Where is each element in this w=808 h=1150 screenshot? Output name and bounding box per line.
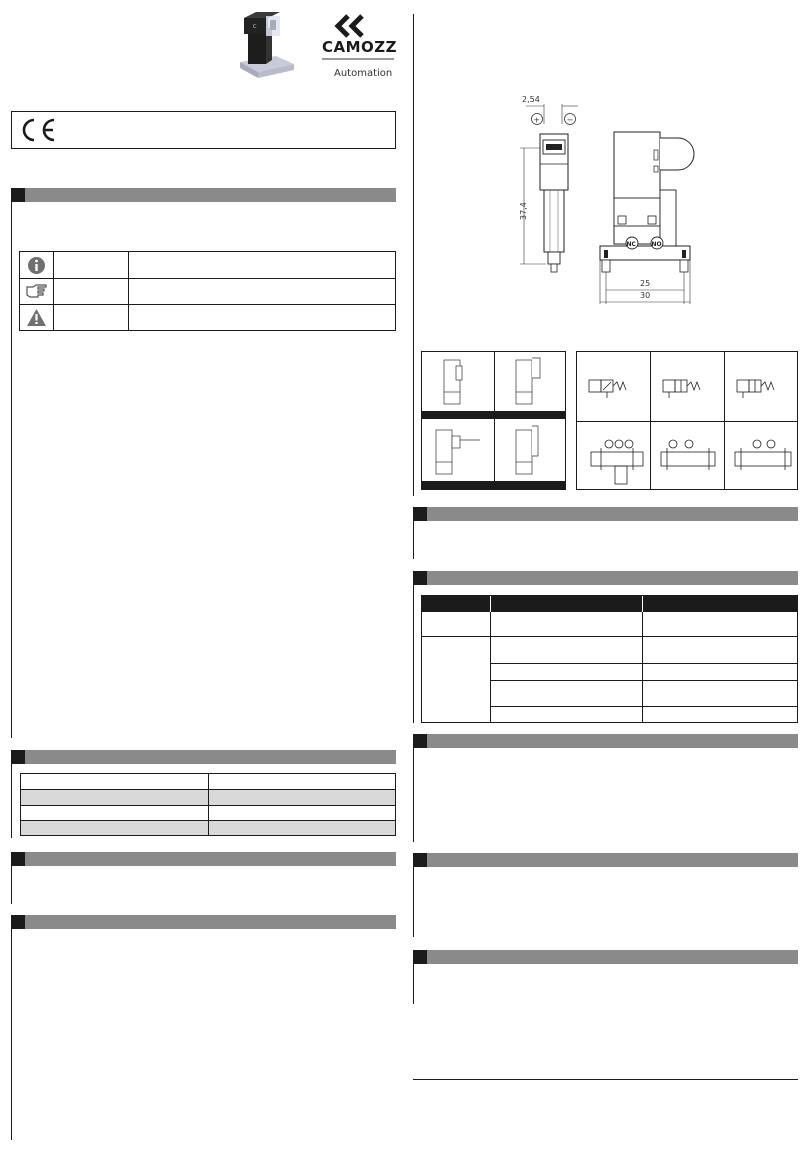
camozzi-logo xyxy=(318,12,398,84)
section-bar-r1 xyxy=(413,507,798,521)
table-header-row xyxy=(422,596,797,612)
brand-tagline: Automation xyxy=(334,68,393,79)
valve-symbols-panel xyxy=(576,351,798,490)
info-icon xyxy=(27,256,46,275)
warning-icon xyxy=(26,308,47,327)
right-column-rule-3 xyxy=(413,734,414,842)
width-inner-label: 25 xyxy=(640,279,651,288)
left-column-rule-4 xyxy=(11,915,12,1140)
ce-mark xyxy=(20,118,60,142)
spec-table-left xyxy=(20,773,396,836)
section-bar-r4 xyxy=(413,853,798,867)
section-bar-r3 xyxy=(413,734,798,748)
section-bar-3 xyxy=(11,852,396,866)
svg-text:C: C xyxy=(253,24,257,30)
width-outer-label: 30 xyxy=(640,291,651,300)
pointing-hand-icon xyxy=(25,283,48,299)
no-label: NO xyxy=(651,241,662,248)
product-image xyxy=(236,10,296,82)
pin-pitch-label: 2,54 xyxy=(522,95,540,104)
column-divider xyxy=(413,14,414,496)
icon-legend-table xyxy=(19,251,396,331)
ce-box xyxy=(11,111,396,149)
spec-table-right xyxy=(421,595,798,723)
section-bar-r5 xyxy=(413,950,798,964)
right-column-rule-2 xyxy=(413,571,414,723)
section-bar-r2 xyxy=(413,571,798,585)
footer-rule xyxy=(413,1079,798,1080)
brand-name: CAMOZZI xyxy=(322,38,398,56)
minus-symbol: − xyxy=(566,115,574,125)
left-column-rule xyxy=(11,188,12,738)
section-bar-1 xyxy=(11,188,396,202)
mounting-versions-panel xyxy=(421,351,566,490)
plus-symbol: + xyxy=(533,115,541,125)
nc-label: NC xyxy=(626,241,636,248)
height-label: 37,4 xyxy=(519,202,528,220)
section-bar-4 xyxy=(11,915,396,929)
section-bar-2 xyxy=(11,750,396,764)
dimension-drawing xyxy=(506,90,706,310)
